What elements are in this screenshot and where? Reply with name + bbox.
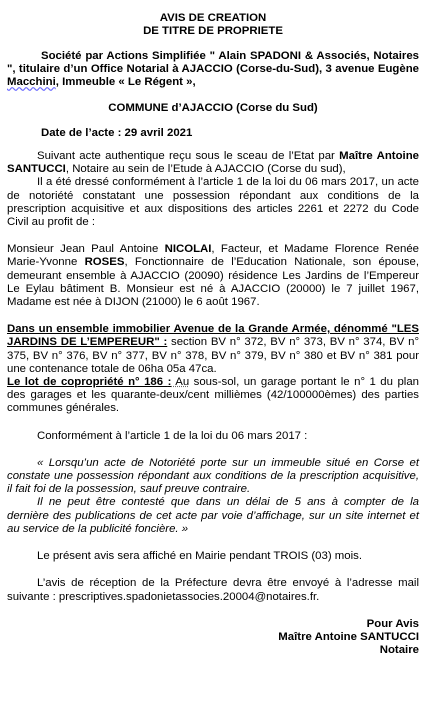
affichage-line: Le présent avis sera affiché en Mairie pendant TROIS (03) mois. [37,550,363,563]
commune-heading: COMMUNE d’AJACCIO (Corse du Sud) [108,101,318,114]
benef-name-1: NICOLAI [164,243,212,256]
lot-paragraph [7,376,419,416]
para-acte-text: Suivant acte authentique reçu sous le sceau de l’Etat par [37,150,340,163]
reception-paragraph: L’avis de réception de la Préfecture devra être envoyé à l’adresse mail suivante : prescriptives.spadonietassocies.20004@notaires.fr. [7,577,419,603]
title-line-2: DE TITRE DE PROPRIETE [143,25,283,37]
lot-text: sous-sol, un garage portant le n° 1 du plan des garages et les quarante-deux/cent millièmes (42/100000èmes) des parties communes générales. [7,376,419,415]
beneficiaries-paragraph [7,243,419,309]
lot-colon: : [167,376,172,389]
para-acte [7,150,419,176]
title-line-1: AVIS DE CREATION [159,12,267,24]
acte-date: Date de l’acte : 29 avril 2021 [41,126,193,139]
para-acte-text-after: , Notaire au sein de l’Etude à AJACCIO (Corse du sud), [65,163,346,176]
signature-notaire-name: Maître Antoine SANTUCCI [278,630,419,643]
company-text-end: , Immeuble « Le Régent », [55,76,196,89]
company-text: Société par Actions Simplifiée " Alain SPADONI & Associés, Notaires ", titulaire d’un Office Notarial à AJACCIO (Corse-du-Sud), 3 avenue Eugène [7,50,419,76]
signature-title: Notaire [379,644,419,657]
ensemble-paragraph [7,323,419,376]
conformement-line: Conformément à l’article 1 de la loi du 06 mars 2017 : [37,429,308,442]
notaire-name: Maître Antoine SANTUCCI [7,150,419,176]
benef-text-2: , Facteur, et Madame Florence Renée Marie-Yvonne [7,243,419,269]
ensemble-text: section BV n° 372, BV n° 373, BV n° 374, BV n° 375, BV n° 376, BV n° 377, BV n° 378, BV n° 379, BV n° 380 et BV n° 381 pour une contenance totale de 06ha 05a 47ca. [7,336,419,375]
lot-heading: Le lot de copropriété n° 186 [7,376,168,389]
para-notoriete: Il a été dressé conformément à l’article 1 de la loi du 06 mars 2017, un acte de notoriété constatant une possession répondant aux conditions de la prescription acquisitive et aux dispositions des articles 2261 et 2272 du Code Civil au profit de : [7,176,419,229]
quote-paragraph-1: « Lorsqu’un acte de Notoriété porte sur un immeuble situé en Corse et constate une possession répondant aux conditions de la prescription acquisitive, il fait foi de la possession, sauf preuve contraire. [7,456,419,496]
company-paragraph [7,50,419,90]
benef-text-3: , Fonctionnaire de l’Education Nationale, son épouse, demeurant ensemble à AJACCIO (20090) résidence Les Jardins de l’Empereur Le Eylau bâtiment B. Monsieur est né à AJACCIO (20000) le 7 juillet 1967, Madame est née à DIJON (21000) le 6 août 1967. [7,256,419,309]
lot-au: Au [171,376,190,389]
benef-text-1: Monsieur Jean Paul Antoine [7,243,165,256]
company-street: Macchini [7,76,56,89]
signature-pour-avis: Pour Avis [366,617,419,630]
ensemble-heading: Dans un ensemble immobilier Avenue de la Grande Armée, dénommé "LES JARDINS DE L’EMPEREUR" : [7,323,419,349]
quote-paragraph-2: Il ne peut être contesté que dans un délai de 5 ans à compter de la dernière des publications de cet acte par voie d’affichage, sur un site internet et au service de la publicité foncière. » [7,496,419,535]
benef-name-2: ROSES [84,256,125,269]
